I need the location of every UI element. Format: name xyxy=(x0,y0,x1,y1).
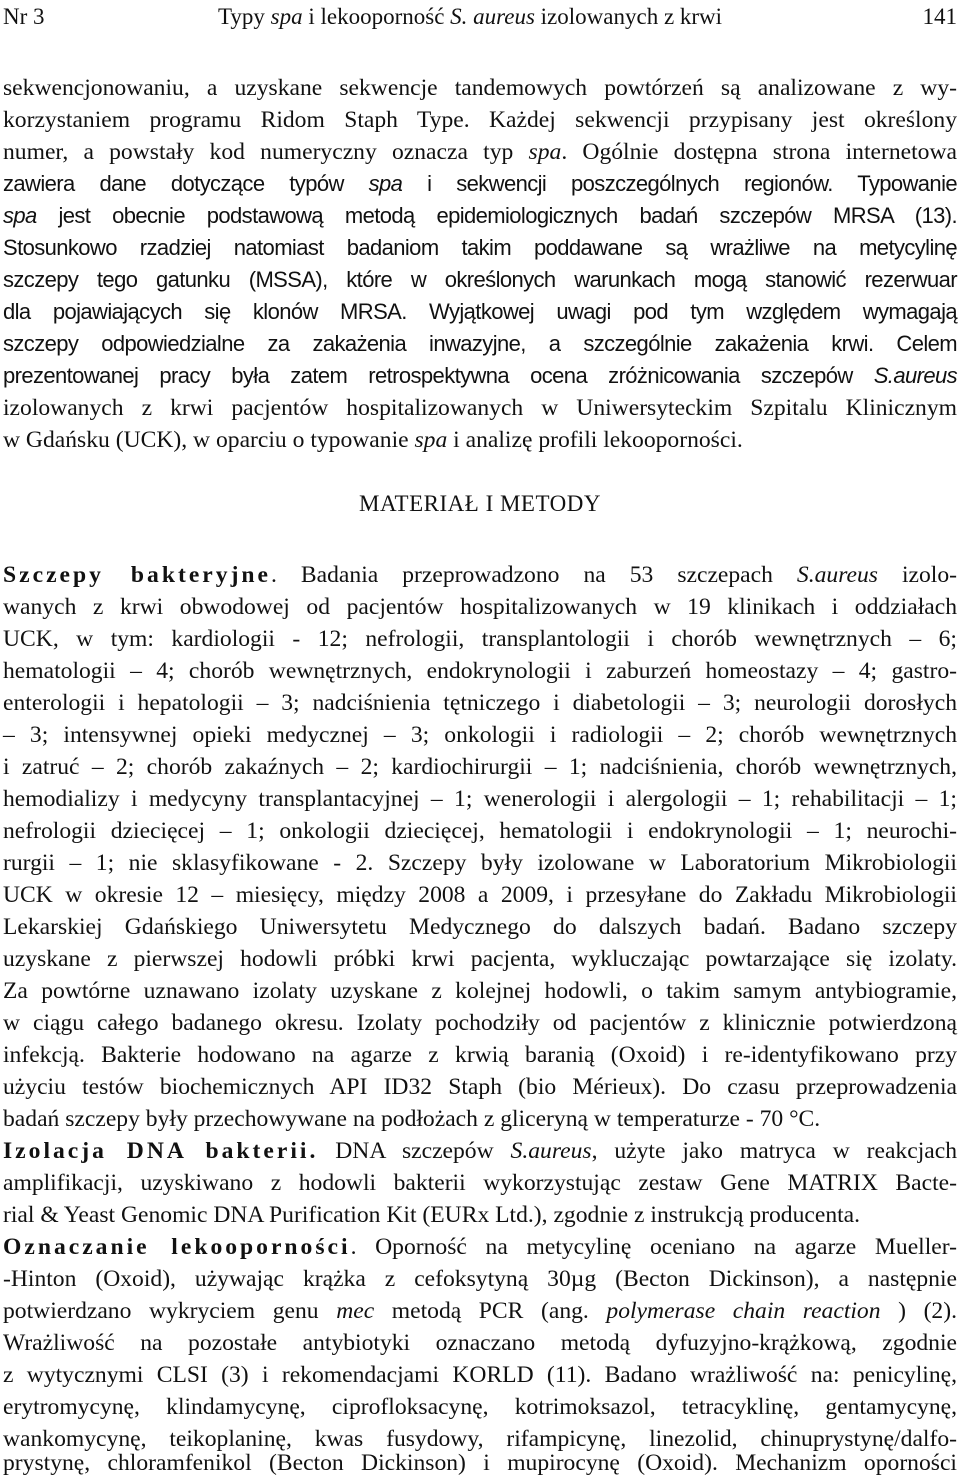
text-line: rurgii – 1; nie sklasyfikowane - 2. Szczepy były izolowane w Laboratorium Mikrobiologii xyxy=(3,850,957,876)
text-line: enterologii i hepatologii – 3; nadciśnienia tętniczego i diabetologii – 3; neurologii dorosłych xyxy=(3,690,957,716)
text-line: sekwencjonowaniu, a uzyskane sekwencje tandemowych powtórzeń są analizowane z wy- xyxy=(3,75,957,101)
text-line: Wrażliwość na pozostałe antybiotyki oznaczano metodą dyfuzyjno-krążkową, zgodnie xyxy=(3,1330,957,1356)
text-line: w Gdańsku (UCK), w oparciu o typowanie spa i analizę profili lekooporności. xyxy=(3,427,743,453)
text-line: uzyskane z pierwszej hodowli próbki krwi pacjenta, wykluczając powtarzające się izolaty. xyxy=(3,946,957,972)
running-header xyxy=(3,4,957,36)
text-line: UCK w okresie 12 – miesięcy, między 2008 a 2009, i przesyłane do Zakładu Mikrobiologii xyxy=(3,882,957,908)
text-line: amplifikacji, uzyskiwano z hodowli bakterii wykorzystując zestaw Gene MATRIX Bacte- xyxy=(3,1170,957,1196)
text-line: użyciu testów biochemicznych API ID32 Staph (bio Mérieux). Do czasu przeprowadzenia xyxy=(3,1074,957,1100)
run-in-heading: Oznaczanie lekooporności xyxy=(3,1234,351,1260)
section-heading: MATERIAŁ I METODY xyxy=(359,491,601,516)
text-line: hematologii – 4; chorób wewnętrznych, endokrynologii i zaburzeń homeostazy – 4; gastro- xyxy=(3,658,957,684)
text-line: infekcją. Bakterie hodowano na agarze z krwią baranią (Oxoid) i re-identyfikowano przy xyxy=(3,1042,957,1068)
running-title: Typy spa i lekooporność S. aureus izolowanych z krwi xyxy=(217,4,723,29)
text-line: Lekarskiej Gdańskiego Uniwersytetu Medycznego do dalszych badań. Badano szczepy xyxy=(3,914,957,940)
text-line: i zatruć – 2; chorób zakaźnych – 2; kardiochirurgii – 1; nadciśnienia, chorób wewnętrznych, xyxy=(3,754,957,780)
text-line: UCK, w tym: kardiologii - 12; nefrologii, transplantologii i chorób wewnętrznych – 6; xyxy=(3,626,957,652)
text-line: wanych z krwi obwodowej od pacjentów hospitalizowanych w 19 klinikach i oddziałach xyxy=(3,594,957,620)
text-line: badań szczepy były przechowywane na podłożach z gliceryną w temperaturze - 70 °C. xyxy=(3,1106,821,1132)
text-line: potwierdzano wykryciem genu mec metodą PCR (ang. polymerase chain reaction ) (2). xyxy=(3,1298,957,1324)
text-line: erytromycynę, klindamycynę, ciprofloksacynę, kotrimoksazol, tetracyklinę, gentamycynę, xyxy=(3,1394,957,1420)
text-line: – 3; intensywnej opieki medycznej – 3; onkologii i radiologii – 2; chorób wewnętrznych xyxy=(3,722,957,748)
text-line: prezentowanej pracy była zatem retrospektywna ocena zróżnicowania szczepów S.aureus xyxy=(3,363,957,388)
text-line: Oznaczanie lekooporności. Oporność na metycylinę oceniano na agarze Mueller- xyxy=(3,1234,957,1260)
text-line: prystynę, chloramfenikol (Becton Dickinson) i mupirocynę (Oxoid). Mechanizm oporności xyxy=(3,1450,957,1476)
text-line: spa jest obecnie podstawową metodą epidemiologicznych badań szczepów MRSA (13). xyxy=(3,203,957,228)
issue-number: Nr 3 xyxy=(3,4,45,29)
text-line: hemodializy i medycyny transplantacyjnej – 1; wenerologii i alergologii – 1; rehabilitacji – 1; xyxy=(3,786,957,812)
text-line: nefrologii dziecięcej – 1; onkologii dziecięcej, hematologii i endokrynologii – 1; neurochi- xyxy=(3,818,957,844)
text-line: w ciągu całego badanego okresu. Izolaty pochodziły od pacjentów z klinicznie potwierdzoną xyxy=(3,1010,957,1036)
text-line: szczepy tego gatunku (MSSA), które w określonych warunkach mogą stanowić rezerwuar xyxy=(3,267,957,292)
page-number: 141 xyxy=(922,4,957,29)
text-line: Szczepy bakteryjne. Badania przeprowadzono na 53 szczepach S.aureus izolo- xyxy=(3,562,958,588)
text-line: numer, a powstały kod numeryczny oznacza typ spa. Ogólnie dostępna strona internetowa xyxy=(3,139,957,165)
text-line: wankomycynę, teikoplaninę, kwas fusydowy, rifampicynę, linezolid, chinuprystynę/dalfo- xyxy=(3,1426,957,1452)
text-line: zawiera dane dotyczące typów spa i sekwencji poszczególnych regionów. Typowanie xyxy=(3,171,957,196)
text-line: rial & Yeast Genomic DNA Purification Kit (EURx Ltd.), zgodnie z instrukcją producenta. xyxy=(3,1202,861,1228)
text-line: z wytycznymi CLSI (3) i rekomendacjami KORLD (11). Badano wrażliwość na: penicylinę, xyxy=(3,1362,957,1388)
text-line: Izolacja DNA bakterii. DNA szczepów S.aureus, użyte jako matryca w reakcjach xyxy=(3,1138,957,1164)
text-line: szczepy odpowiedzialne za zakażenia inwazyjne, a szczególnie zakażenia krwi. Celem xyxy=(3,331,957,356)
text-line: Stosunkowo rzadziej natomiast badaniom takim poddawane są wrażliwe na metycylinę xyxy=(3,235,957,260)
run-in-heading: Szczepy bakteryjne xyxy=(3,562,272,588)
text-line: izolowanych z krwi pacjentów hospitalizowanych w Uniwersyteckim Szpitalu Klinicznym xyxy=(3,395,957,421)
text-line: korzystaniem programu Ridom Staph Type. Każdej sekwencji przypisany jest określony xyxy=(3,107,957,133)
text-line: dla pojawiających się klonów MRSA. Wyjątkowej uwagi pod tym względem wymagają xyxy=(3,299,957,324)
text-line: -Hinton (Oxoid), używając krążka z cefoksytyną 30µg (Becton Dickinson), a następnie xyxy=(3,1266,957,1292)
run-in-heading: Izolacja DNA bakterii. xyxy=(3,1138,319,1164)
text-line: Za powtórne uznawano izolaty uzyskane z kolejnej hodowli, o takim samym antybiogramie, xyxy=(3,978,957,1004)
